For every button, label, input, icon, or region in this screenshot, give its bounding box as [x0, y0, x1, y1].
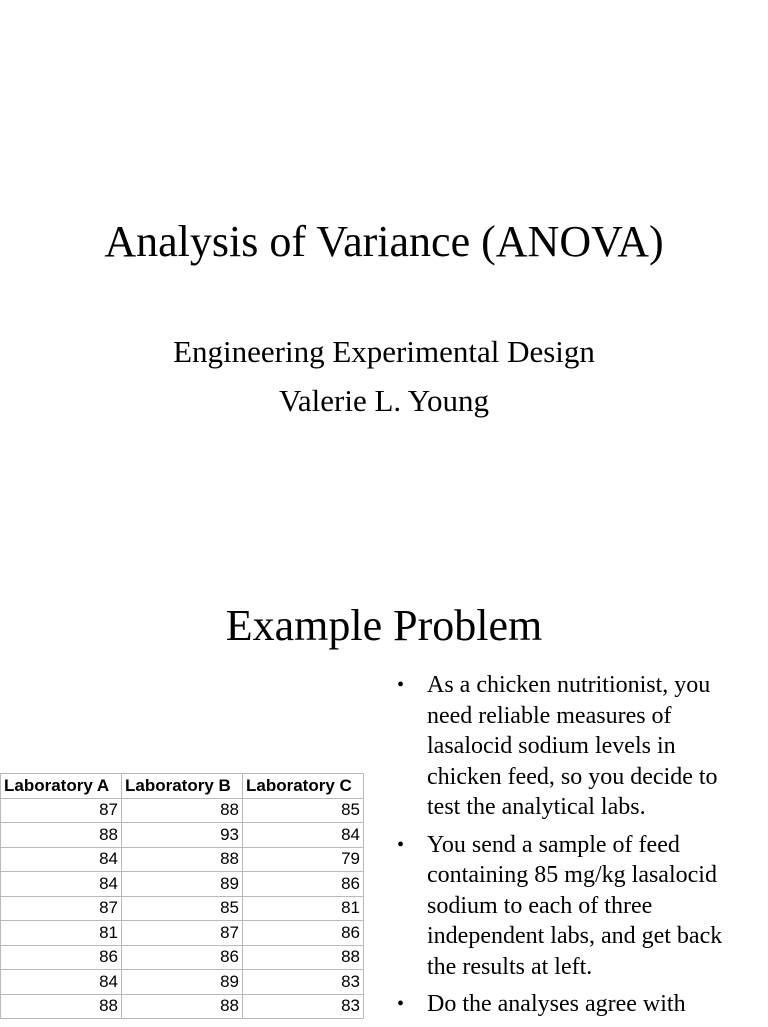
bullet-icon: • — [397, 674, 405, 696]
bullet-item — [393, 830, 753, 983]
table-cell: 83 — [243, 970, 364, 995]
column-header-lab-b: Laboratory B — [122, 774, 243, 799]
table-cell: 86 — [243, 921, 364, 946]
table-row — [1, 823, 364, 848]
table-cell: 89 — [122, 970, 243, 995]
table-cell: 85 — [122, 896, 243, 921]
table-cell: 84 — [1, 970, 122, 995]
author-name: Valerie L. Young — [278, 383, 490, 418]
table-cell: 88 — [1, 823, 122, 848]
table-cell: 88 — [243, 945, 364, 970]
table-cell: 88 — [122, 798, 243, 823]
table-row — [1, 994, 364, 1019]
table-cell: 88 — [122, 994, 243, 1019]
table-cell: 87 — [1, 896, 122, 921]
table-cell: 86 — [243, 872, 364, 897]
table-cell: 87 — [122, 921, 243, 946]
table-row — [1, 798, 364, 823]
slide-title: Example Problem — [225, 601, 543, 650]
column-header-lab-c: Laboratory C — [243, 774, 364, 799]
slide-subtitle: Engineering Experimental Design — [173, 334, 595, 369]
table-cell: 83 — [243, 994, 364, 1019]
bullet-icon: • — [397, 993, 405, 1015]
table-header-row — [1, 774, 364, 799]
table-cell: 87 — [1, 798, 122, 823]
table-cell: 81 — [1, 921, 122, 946]
table-cell: 88 — [122, 847, 243, 872]
bullet-icon: • — [397, 833, 405, 856]
lab-results-table — [0, 773, 364, 1019]
bullet-text: As a chicken nutritionist, you need reliable measures of lasalocid sodium levels in chicken feed, so you decide to test the analytical labs. — [427, 672, 718, 820]
bullet-item — [393, 989, 753, 1020]
slide-title: Analysis of Variance (ANOVA) — [104, 217, 664, 266]
table-cell: 84 — [243, 823, 364, 848]
table-row — [1, 872, 364, 897]
table-cell: 93 — [122, 823, 243, 848]
table-cell: 85 — [243, 798, 364, 823]
table-cell: 88 — [1, 994, 122, 1019]
table-cell: 84 — [1, 847, 122, 872]
table-cell: 86 — [122, 945, 243, 970]
column-header-lab-a: Laboratory A — [1, 774, 122, 799]
table-row — [1, 945, 364, 970]
bullet-text: Do the analyses agree with — [427, 991, 686, 1017]
table-row — [1, 896, 364, 921]
table-cell: 81 — [243, 896, 364, 921]
table-cell: 79 — [243, 847, 364, 872]
table-row — [1, 921, 364, 946]
bullet-item — [393, 670, 753, 823]
bullet-text: You send a sample of feed containing 85 mg/kg lasalocid sodium to each of three independent labs, and get back the results at left. — [427, 831, 723, 980]
table-cell: 89 — [122, 872, 243, 897]
table-row — [1, 847, 364, 872]
table-row — [1, 970, 364, 995]
bullet-list — [393, 670, 753, 1027]
table-cell: 84 — [1, 872, 122, 897]
table-cell: 86 — [1, 945, 122, 970]
